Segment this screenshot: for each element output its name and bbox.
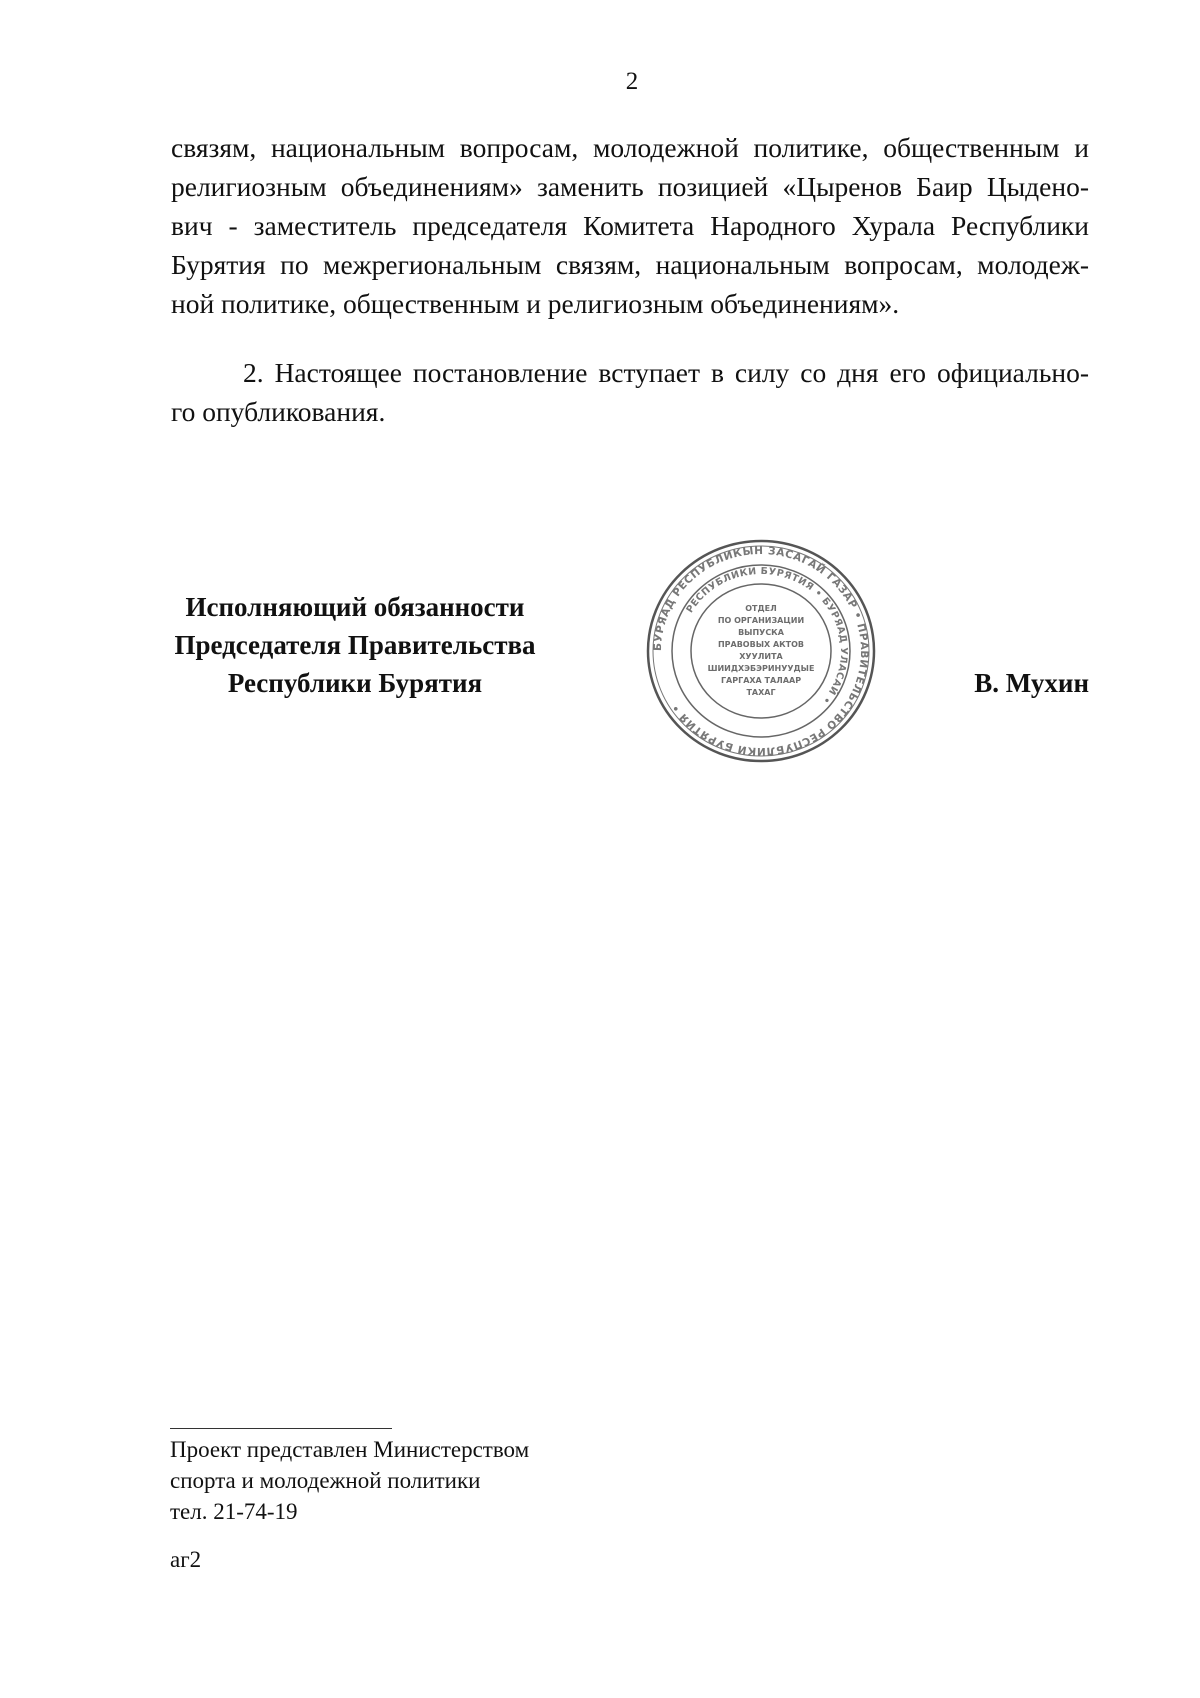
paragraph-amendment xyxy=(171,128,1089,323)
seal-center-line: ГАРГАХА ТАЛААР xyxy=(720,676,802,685)
seal-outer-ring-text: БУРЯАД РЕСПУБЛИКЫН ЗАСАГАЙ ГАЗАР • ПРАВИТЕЛЬСТВО РЕСПУБЛИКИ БУРЯТИЯ • xyxy=(651,544,871,758)
seal-inner-ring-text: РЕСПУБЛИКИ БУРЯТИЯ • БУРЯАД УЛАСАЙ • xyxy=(684,565,850,707)
footnote-line: Проект представлен Министерством xyxy=(170,1437,530,1462)
paragraph-line: вич - заместитель председателя Комитета Народного Хурала Республики xyxy=(171,210,1089,241)
seal-center-text xyxy=(708,604,815,697)
paragraph-line: Бурятия по межрегиональным связям, национальным вопросам, молодеж- xyxy=(171,249,1089,280)
seal-center-line: ВЫПУСКА xyxy=(738,628,784,637)
seal-center-line: ХУУЛИТА xyxy=(739,652,783,661)
footnote-line: тел. 21-74-19 xyxy=(170,1499,298,1524)
paragraph-line: го опубликования. xyxy=(171,396,386,427)
file-code: аг2 xyxy=(170,1547,202,1572)
page-number: 2 xyxy=(625,68,639,95)
paragraph-line: связям, национальным вопросам, молодежной политике, общественным и xyxy=(171,132,1089,163)
signatory-title-line: Исполняющий обязанности xyxy=(185,592,525,622)
signatory-name: В. Мухин xyxy=(974,668,1089,698)
footnote-line: спорта и молодежной политики xyxy=(170,1468,481,1493)
signatory-title-line: Республики Бурятия xyxy=(227,668,483,698)
seal-center-line: ОТДЕЛ xyxy=(745,604,777,613)
paragraph-entry-into-force xyxy=(171,353,1089,431)
seal-graphic xyxy=(641,534,881,768)
signatory-title xyxy=(150,588,560,702)
paragraph-line: религиозным объединениям» заменить позицией «Цыренов Баир Цыдено- xyxy=(171,171,1089,202)
seal-middle-border xyxy=(672,565,850,737)
official-seal xyxy=(641,534,881,768)
footnote-divider xyxy=(170,1428,392,1429)
seal-center-line: ПРАВОВЫХ АКТОВ xyxy=(717,640,805,649)
paragraph-line: 2. Настоящее постановление вступает в силу со дня его официально- xyxy=(243,357,1089,388)
seal-center-line: ПО ОРГАНИЗАЦИИ xyxy=(717,616,805,625)
paragraph-line: ной политике, общественным и религиозным объединениям». xyxy=(171,288,900,319)
signatory-title-line: Председателя Правительства xyxy=(174,630,536,660)
seal-center-line: ШИИДХЭБЭРИНУУДЫЕ xyxy=(707,664,815,673)
footnote xyxy=(170,1434,529,1527)
seal-center-line: ТАХАГ xyxy=(746,688,776,697)
